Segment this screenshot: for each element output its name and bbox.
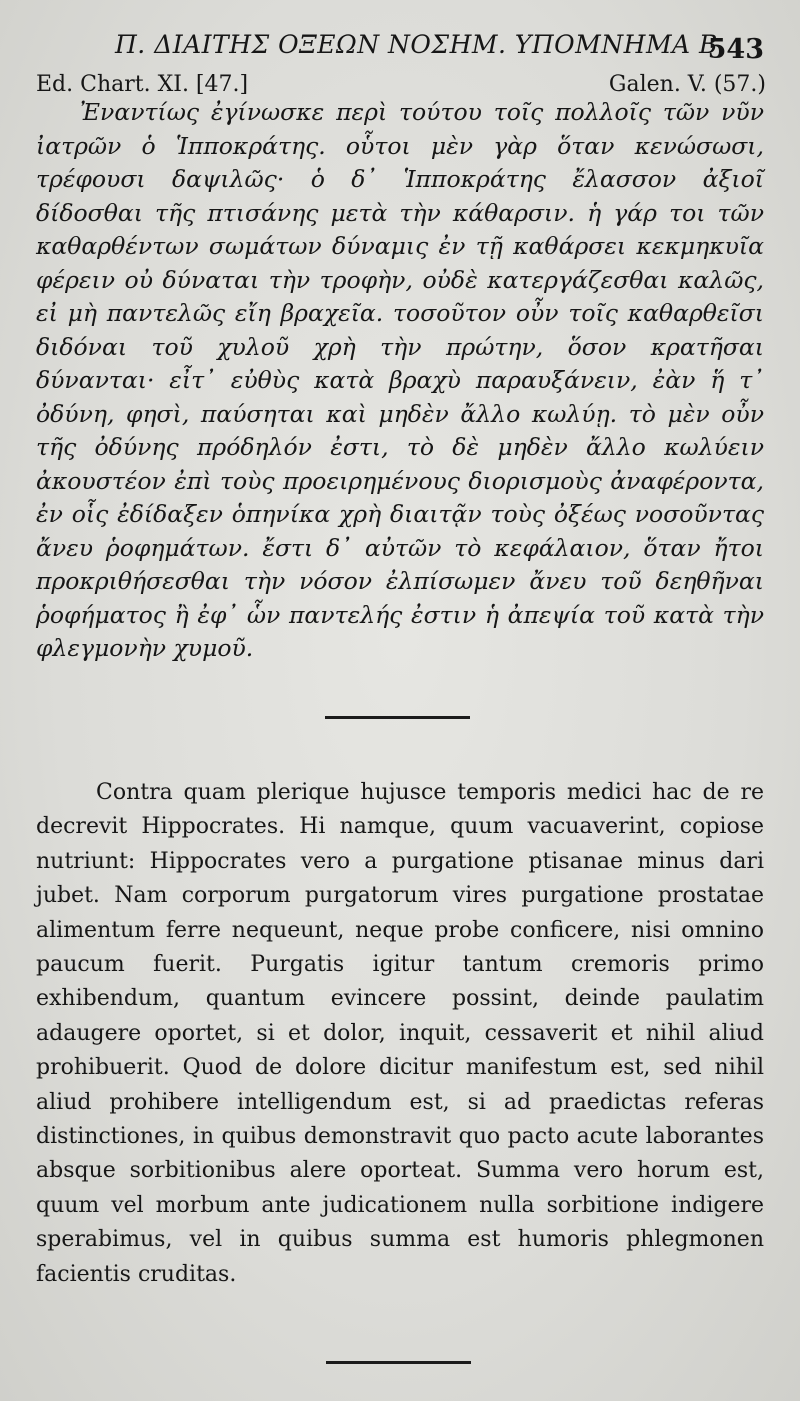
end-divider-rule <box>326 1361 471 1364</box>
edition-galen-reference: Galen. V. (57.) <box>608 72 766 97</box>
running-head <box>0 28 800 68</box>
greek-paragraph: Ἐναντίως ἐγίνωσκε περὶ τούτου τοῖς πολλοῖς τῶν νῦν ἰατρῶν ὁ Ἱπποκράτης. οὗτοι μὲν γὰρ ὅταν κενώσωσι, τρέφουσι δαψιλῶς· ὁ δ᾽ Ἱπποκράτης ἔλασσον ἀξιοῖ δίδοσθαι τῆς πτισάνης μετὰ τὴν κάθαρσιν. ἡ γάρ τοι τῶν καθαρθέντων σωμάτων δύναμις ἐν τῇ καθάρσει κεκμηκυῖα φέρειν οὐ δύναται τὴν τροφὴν, οὐδὲ κατεργάζεσθαι καλῶς, εἰ μὴ παντελῶς εἴη βραχεῖα. τοσοῦτον οὖν τοῖς καθαρθεῖσι διδόναι τοῦ χυλοῦ χρὴ τὴν πρώτην, ὅσον κρατῆσαι δύνανται· εἶτ᾽ εὐθὺς κατὰ βραχὺ παραυξάνειν, ἐὰν ἥ τ᾽ ὀδύνη, φησὶ, παύσηται καὶ μηδὲν ἄλλο κωλύῃ. τὸ μὲν οὖν τῆς ὀδύνης πρόδηλόν ἐστι, τὸ δὲ μηδὲν ἄλλο κωλύειν ἀκουστέον ἐπὶ τοὺς προειρημένους διορισμοὺς ἀναφέροντα, ἐν οἷς ἐδίδαξεν ὁπηνίκα χρὴ διαιτᾷν τοὺς ὀξέως νοσοῦντας ἄνευ ῥοφημάτων. ἔστι δ᾽ αὐτῶν τὸ κεφάλαιον, ὅταν ἤτοι προκριθήσεσθαι τὴν νόσον ἐλπίσωμεν ἄνευ τοῦ δεηθῆναι ῥοφήματος ἢ ἐφ᾽ ὧν παντελής ἐστιν ἡ ἀπεψία τοῦ κατὰ τὴν φλεγμονὴν χυμοῦ. <box>36 98 764 662</box>
section-divider-rule <box>325 716 470 719</box>
latin-paragraph: Contra quam plerique hujusce temporis medici hac de re decrevit Hippocrates. Hi namque, quum vacuaverint, copiose nutriunt: Hippocrates vero a purgatione ptisanae minus dari jubet. Nam corporum purgatorum vires purgatione prostatae alimentum ferre nequeunt, neque probe conficere, nisi omnino paucum fuerit. Purgatis igitur tantum cremoris primo exhibendum, quantum evincere possint, deinde paulatim adaugere oportet, si et dolor, inquit, cessaverit et nihil aliud prohibuerit. Quod de dolore dicitur manifestum est, sed nihil aliud prohibere intelligendum est, si ad praedictas referas distinctiones, in quibus demonstravit quo pacto acute laborantes absque sorbitionibus alere oporteat. Summa vero horum est, quum vel morbum ante judicationem nulla sorbitione indigere sperabimus, vel in quibus summa est humoris phlegmonen facientis cruditas. <box>36 780 764 1287</box>
edition-chartier-reference: Ed. Chart. XI. [47.] <box>36 72 249 97</box>
page-number: 543 <box>707 34 764 65</box>
running-title: Π. ΔΙΑΙΤΗΣ ΟΞΕΩΝ ΝΟΣΗΜ. ΥΠΟΜΝΗΜΑ Β. <box>115 30 727 59</box>
